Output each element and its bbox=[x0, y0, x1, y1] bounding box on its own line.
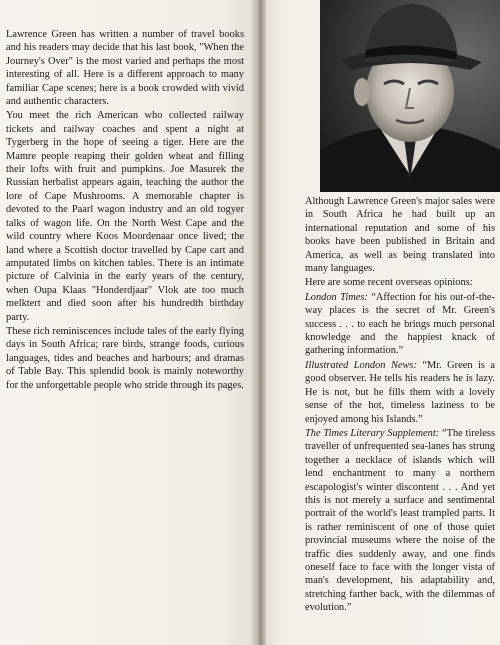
blurb-column bbox=[6, 28, 244, 393]
review-london-times bbox=[305, 291, 495, 358]
blurb-paragraph-3: These rich reminiscences include tales of the early flying days in South Africa; rare birds, strange foods, curious languages, tides and beaches and harbours; and dramas of Table Bay. This splendid book is mainly noteworthy for the unforgettable people who stride through its pages. bbox=[6, 325, 244, 391]
portrait-image bbox=[320, 0, 500, 192]
book-gutter bbox=[252, 0, 266, 645]
review-source: The Times Literary Supplement: bbox=[305, 427, 440, 439]
review-times-literary-supplement bbox=[305, 427, 495, 615]
opinions-lead-text: Here are some recent overseas opinions: bbox=[305, 277, 473, 289]
blurb-paragraph-2: You meet the rich American who collected railway tickets and railway coaches and spent a night at Tygerberg in the hope of seeing a tiger. Here are the Mamre people reaping their golden wheat and filling their lofts with fruit and pumpkins. Joe Masurek the Russian herbalist appears again, teaching the author the lore of Cape Mushrooms. A memorable chapter is devoted to the Paarl wagon industry and an old togyer talks of wagon life. On the North West Cape and the wild country where Koos Moordenaar once lived; the land where a Scottish doctor travelled by Cape cart and amputated limbs on kitchen tables. There is an intimate picture of Calvinia in the early years of the century, when Oupa Klaas "Honderdjaar" Vlok ate too much melktert and died soon after his hundredth birthday party. bbox=[6, 110, 244, 323]
review-illustrated-london-news bbox=[305, 359, 495, 426]
blurb-paragraph-1: Lawrence Green has written a number of travel books and his readers may decide that his last book, "When the Journey's Over" is the most varied and perhaps the most interesting of all. Here is a different approach to many familiar Cape scenes; here is a book crowded with vivid and authentic characters. bbox=[6, 29, 244, 108]
review-source: London Times: bbox=[305, 291, 368, 303]
review-source: Illustrated London News: bbox=[305, 359, 417, 371]
author-portrait-photo bbox=[320, 0, 500, 192]
reviews-column bbox=[305, 195, 495, 616]
review-quote: “Affection for his out-of-the-way places is the secret of Mr. Green's success . . . to each he brings much personal knowledge and the happiest knack of gathering information.” bbox=[305, 291, 495, 357]
review-quote: “Mr. Green is a good observer. He tells his readers he is lazy. He is not, but he fills them with a lovely sense of the hot, timeless laziness to be enjoyed among his Islands.” bbox=[305, 359, 495, 425]
review-quote: “The tireless traveller of unfrequented sea-lanes has strung together a necklace of islands which will lend enchantment to many a northern escapologist's winter discontent . . . And yet this is not merely a surface and sentimental portrait of the world's least trampled parts. It is rather reminiscent of one of those quiet provincial museums where the noise of the traffic dies suddenly away, and one finds oneself face to face with the longer vista of man's development, his adaptability and, stretching farther back, with the dilemmas of evolution.” bbox=[305, 427, 495, 614]
author-reputation-text: Although Lawrence Green's major sales were in South Africa he had built up an international reputation and some of his books have been published in Britain and America, as well as being translated into many languages. bbox=[305, 196, 495, 275]
